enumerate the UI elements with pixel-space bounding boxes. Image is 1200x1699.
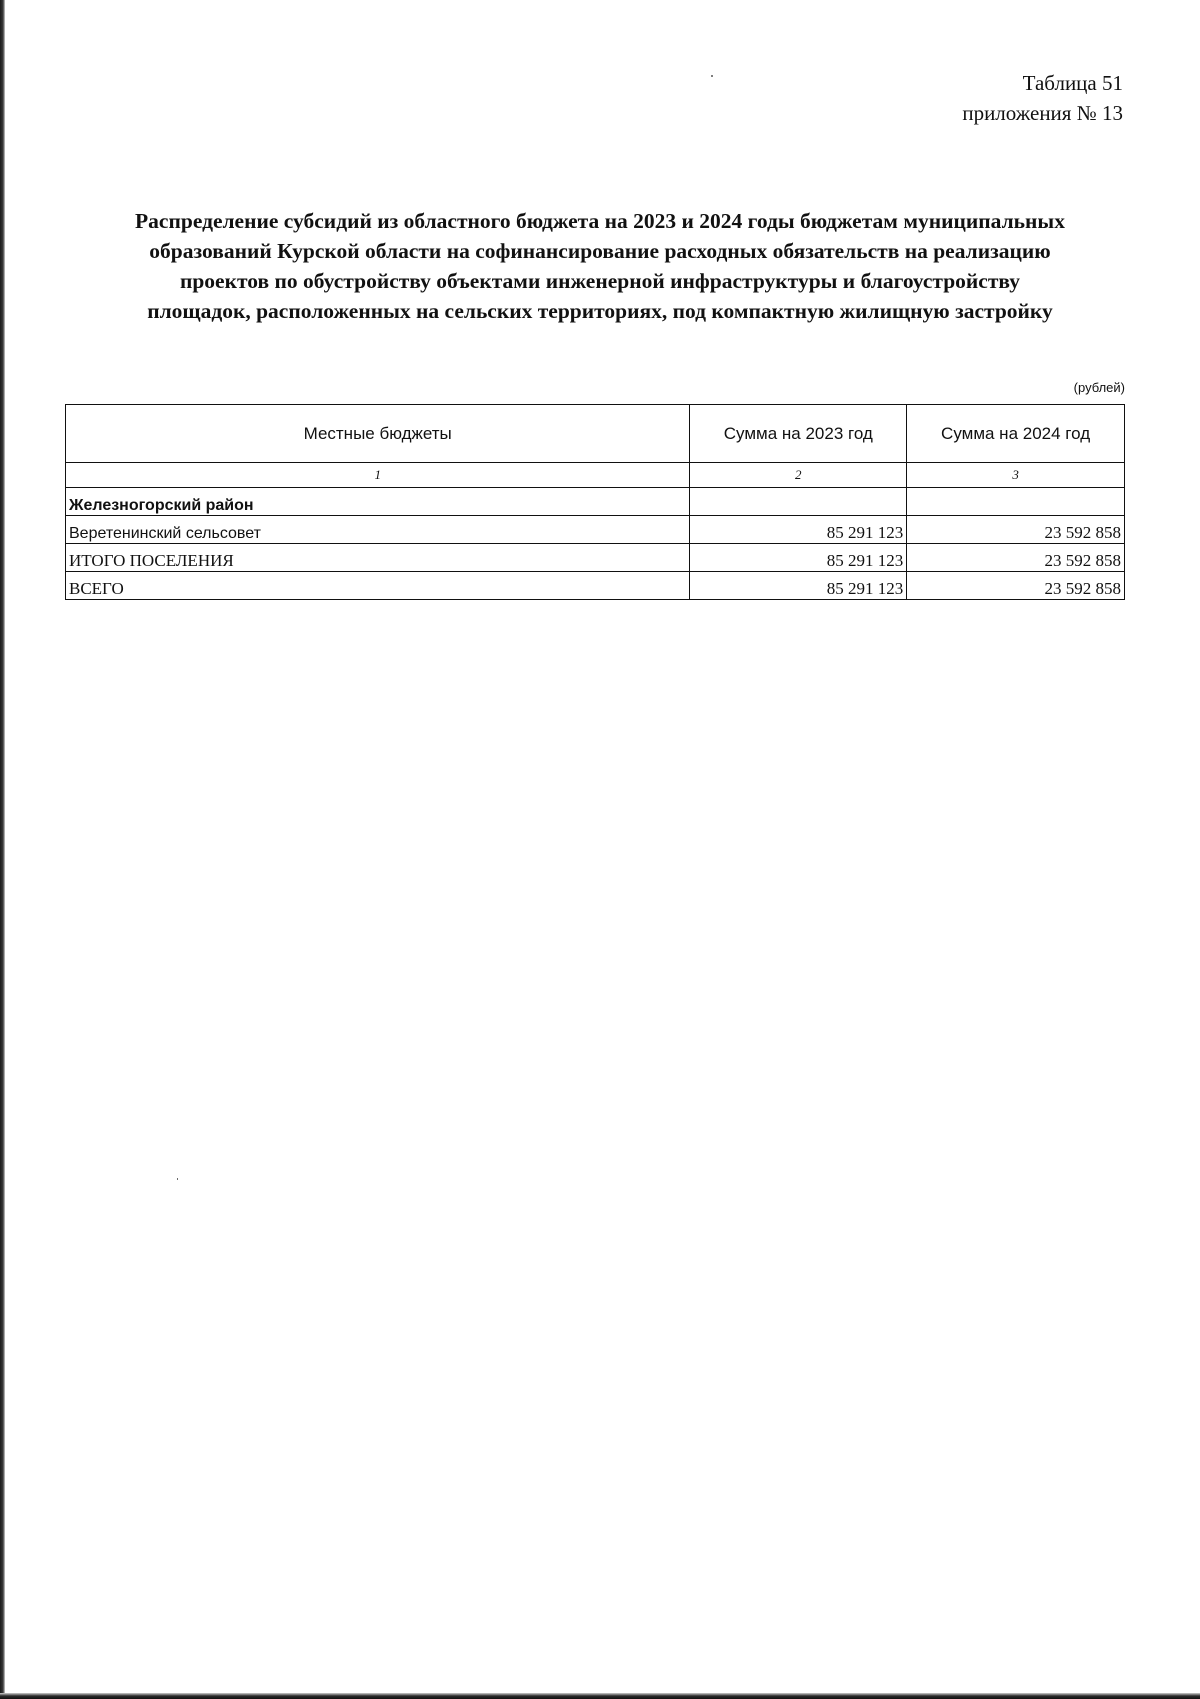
header-local-budgets: Местные бюджеты xyxy=(66,405,690,463)
units-note: (рублей) xyxy=(1073,380,1125,395)
amount-2023: 85 291 123 xyxy=(690,544,907,572)
amount-2023 xyxy=(690,488,907,516)
scan-speck xyxy=(711,75,713,77)
row-label: ИТОГО ПОСЕЛЕНИЯ xyxy=(66,544,690,572)
table-header-row xyxy=(66,405,1125,463)
budget-table xyxy=(65,404,1125,600)
title-line: площадок, расположенных на сельских территориях, под компактную жилищную застройку xyxy=(147,299,1053,323)
amount-2023: 85 291 123 xyxy=(690,516,907,544)
scan-speck xyxy=(177,1178,178,1180)
amount-2024: 23 592 858 xyxy=(907,544,1125,572)
column-number: 3 xyxy=(907,463,1125,488)
amount-2024: 23 592 858 xyxy=(907,516,1125,544)
title-line: образований Курской области на софинансирование расходных обязательств на реализацию xyxy=(149,239,1051,263)
scan-edge-left xyxy=(0,0,5,1699)
table-number: Таблица 51 xyxy=(1022,71,1123,95)
table-row-settlements-total xyxy=(66,544,1125,572)
header-sum-2023: Сумма на 2023 год xyxy=(690,405,907,463)
scan-edge-bottom xyxy=(0,1693,1200,1699)
amount-2024 xyxy=(907,488,1125,516)
title-line: Распределение субсидий из областного бюджета на 2023 и 2024 годы бюджетам муниципальных xyxy=(135,209,1065,233)
column-number-row xyxy=(66,463,1125,488)
amount-2023: 85 291 123 xyxy=(690,572,907,600)
table-row-district xyxy=(66,488,1125,516)
row-label: Веретенинский сельсовет xyxy=(66,516,690,544)
appendix-number: приложения № 13 xyxy=(962,101,1123,125)
title-line: проектов по обустройству объектами инженерной инфраструктуры и благоустройству xyxy=(179,269,1021,293)
row-label: Железногорский район xyxy=(66,488,690,516)
table-row-settlement xyxy=(66,516,1125,544)
column-number: 1 xyxy=(66,463,690,488)
document-title xyxy=(60,206,1140,326)
row-label: ВСЕГО xyxy=(66,572,690,600)
header-sum-2024: Сумма на 2024 год xyxy=(907,405,1125,463)
column-number: 2 xyxy=(690,463,907,488)
table-reference xyxy=(962,68,1123,128)
amount-2024: 23 592 858 xyxy=(907,572,1125,600)
table-row-grand-total xyxy=(66,572,1125,600)
